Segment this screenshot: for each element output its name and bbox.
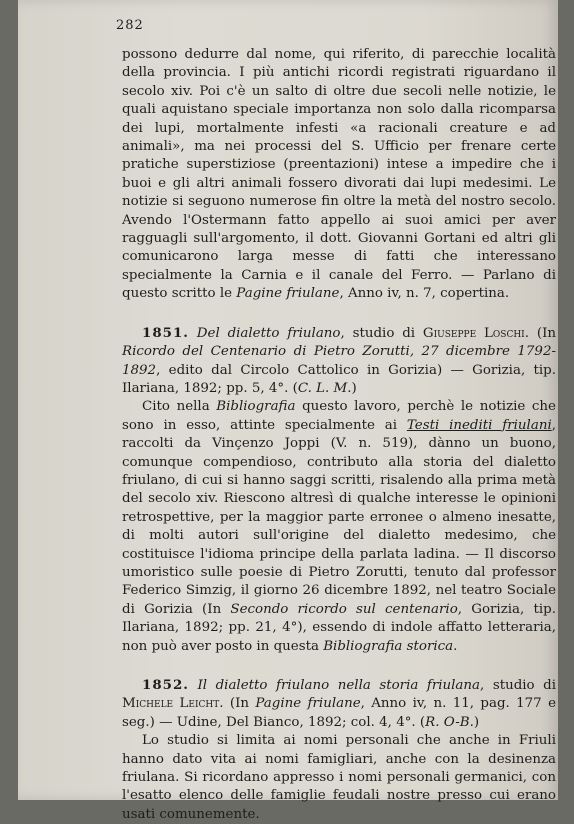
entry-reviewer: C. L. M. [297, 380, 352, 396]
entry-by: , studio di [340, 325, 423, 341]
intro-tail: , Anno iv, n. 7, copertina. [339, 286, 510, 302]
entry-1852-body [122, 732, 556, 824]
entry-by: , studio di [480, 678, 556, 693]
entry-pub-open: . (In [219, 696, 256, 712]
entry-number: 1852. [142, 677, 189, 693]
book-page [18, 0, 558, 822]
entry-pub-details: , edito dal Circolo Cattolico in Gorizia) — Gorizia, tip. Ilariana, 1892; pp. 5, 4°. ( [122, 362, 556, 396]
entry-1851-heading [122, 324, 556, 399]
intro-journal: Pagine friulane [236, 286, 340, 302]
body-segment: Lo studio si limita ai nomi personali che anche in Friuli hanno dato vita ai nomi famigliari, anche con la desinenza friulana. Si ricordano appresso i nomi personali germanici, con l'esatto elenco delle famiglie feudali nostre presso cui erano usati comunemente. [122, 733, 556, 822]
entry-close: ) [473, 714, 480, 730]
entry-1852-heading [122, 676, 556, 732]
body-segment: , raccolti da Vinçenzo Joppi (V. n. 519), dànno un buono, comunque compendioso, contributo alla storia del dialetto friulano, di cui si hanno saggi scritti, risalendo alla prima metà del secolo xiv. Riescono altresì di qualche interesse le opinioni retrospettive, per la maggior parte erronee o almeno inesatte, di molti autori sull'origine del dialetto medesimo, che costituisce l'idioma principe della parlata ladina. — Il discorso umoristico sulle poesie di Pietro Zorutti, tenuto dal professor Federico Simzig, il giorno 26 dicembre 1892, nel teatro Sociale di Gorizia (In [122, 417, 556, 617]
body-segment-italic: Bibliografia storica [323, 638, 454, 654]
intro-paragraph [122, 46, 556, 304]
entry-author: Michele Leicht [122, 696, 220, 712]
body-segment: . [453, 638, 458, 654]
entry-close: ) [351, 380, 357, 396]
page-number: 282 [116, 18, 144, 33]
entry-title: Del dialetto friulano [196, 325, 341, 341]
entry-reviewer: R. O-B. [425, 714, 474, 730]
entry-author: Giuseppe Loschi [422, 325, 525, 341]
entry-number: 1851. [142, 324, 189, 341]
body-segment: , Gorizia, tip. Ilariana, 1892; pp. 21, 4°), essendo di indole affatto letteraria, non può aver posto in questa [122, 601, 556, 654]
entry-pub-open: . (In [524, 325, 556, 341]
entry-1851-body [122, 398, 556, 656]
body-segment-italic: Testi inediti friulani [406, 417, 552, 433]
body-segment-italic: Bibliografia [216, 399, 296, 415]
body-segment-italic: Secondo ricordo sul centenario [230, 601, 458, 617]
intro-text: possono dedurre dal nome, qui riferito, di parecchie località della provincia. I più antichi ricordi registrati riguardano il secolo xiv. Poi c'è un salto di oltre due secoli nelle notizie, le quali aquistano speciale importanza non solo dalla ricomparsa dei lupi, mortalmente infesti «a racionali creature e ad animali», ma nei processi del S. Ufficio per frenare certe pratiche superstiziose (preentazioni) intese a impedire che i buoi e gli altri animali fossero divorati dai lupi medesimi. Le notizie si seguono numerose fin oltre la metà del nostro secolo. Avendo l'Ostermann fatto appello ai suoi amici per aver ragguagli sull'argomento, il dott. Giovanni Gortani ed altri gli comunicarono larga messe di fatti che interessano specialmente la Carnia e il canale del Ferro. — Parlano di questo scritto le [122, 47, 556, 302]
entry-title: Il dialetto friulano nella storia friulana [197, 678, 481, 693]
entry-pub-title: Ricordo del Centenario di Pietro Zorutti, 27 dicembre 1792-1892 [122, 344, 556, 378]
body-segment: Cito nella [142, 399, 217, 415]
entry-pub-details: , Anno iv, n. 11, pag. 177 e seg.) — Udine, Del Bianco, 1892; col. 4, 4°. ( [122, 696, 556, 730]
body-segment: questo lavoro, perchè le notizie che sono in esso, attinte specialmente ai [122, 399, 556, 433]
entry-pub-title: Pagine friulane [255, 696, 361, 712]
page-text [122, 46, 556, 824]
